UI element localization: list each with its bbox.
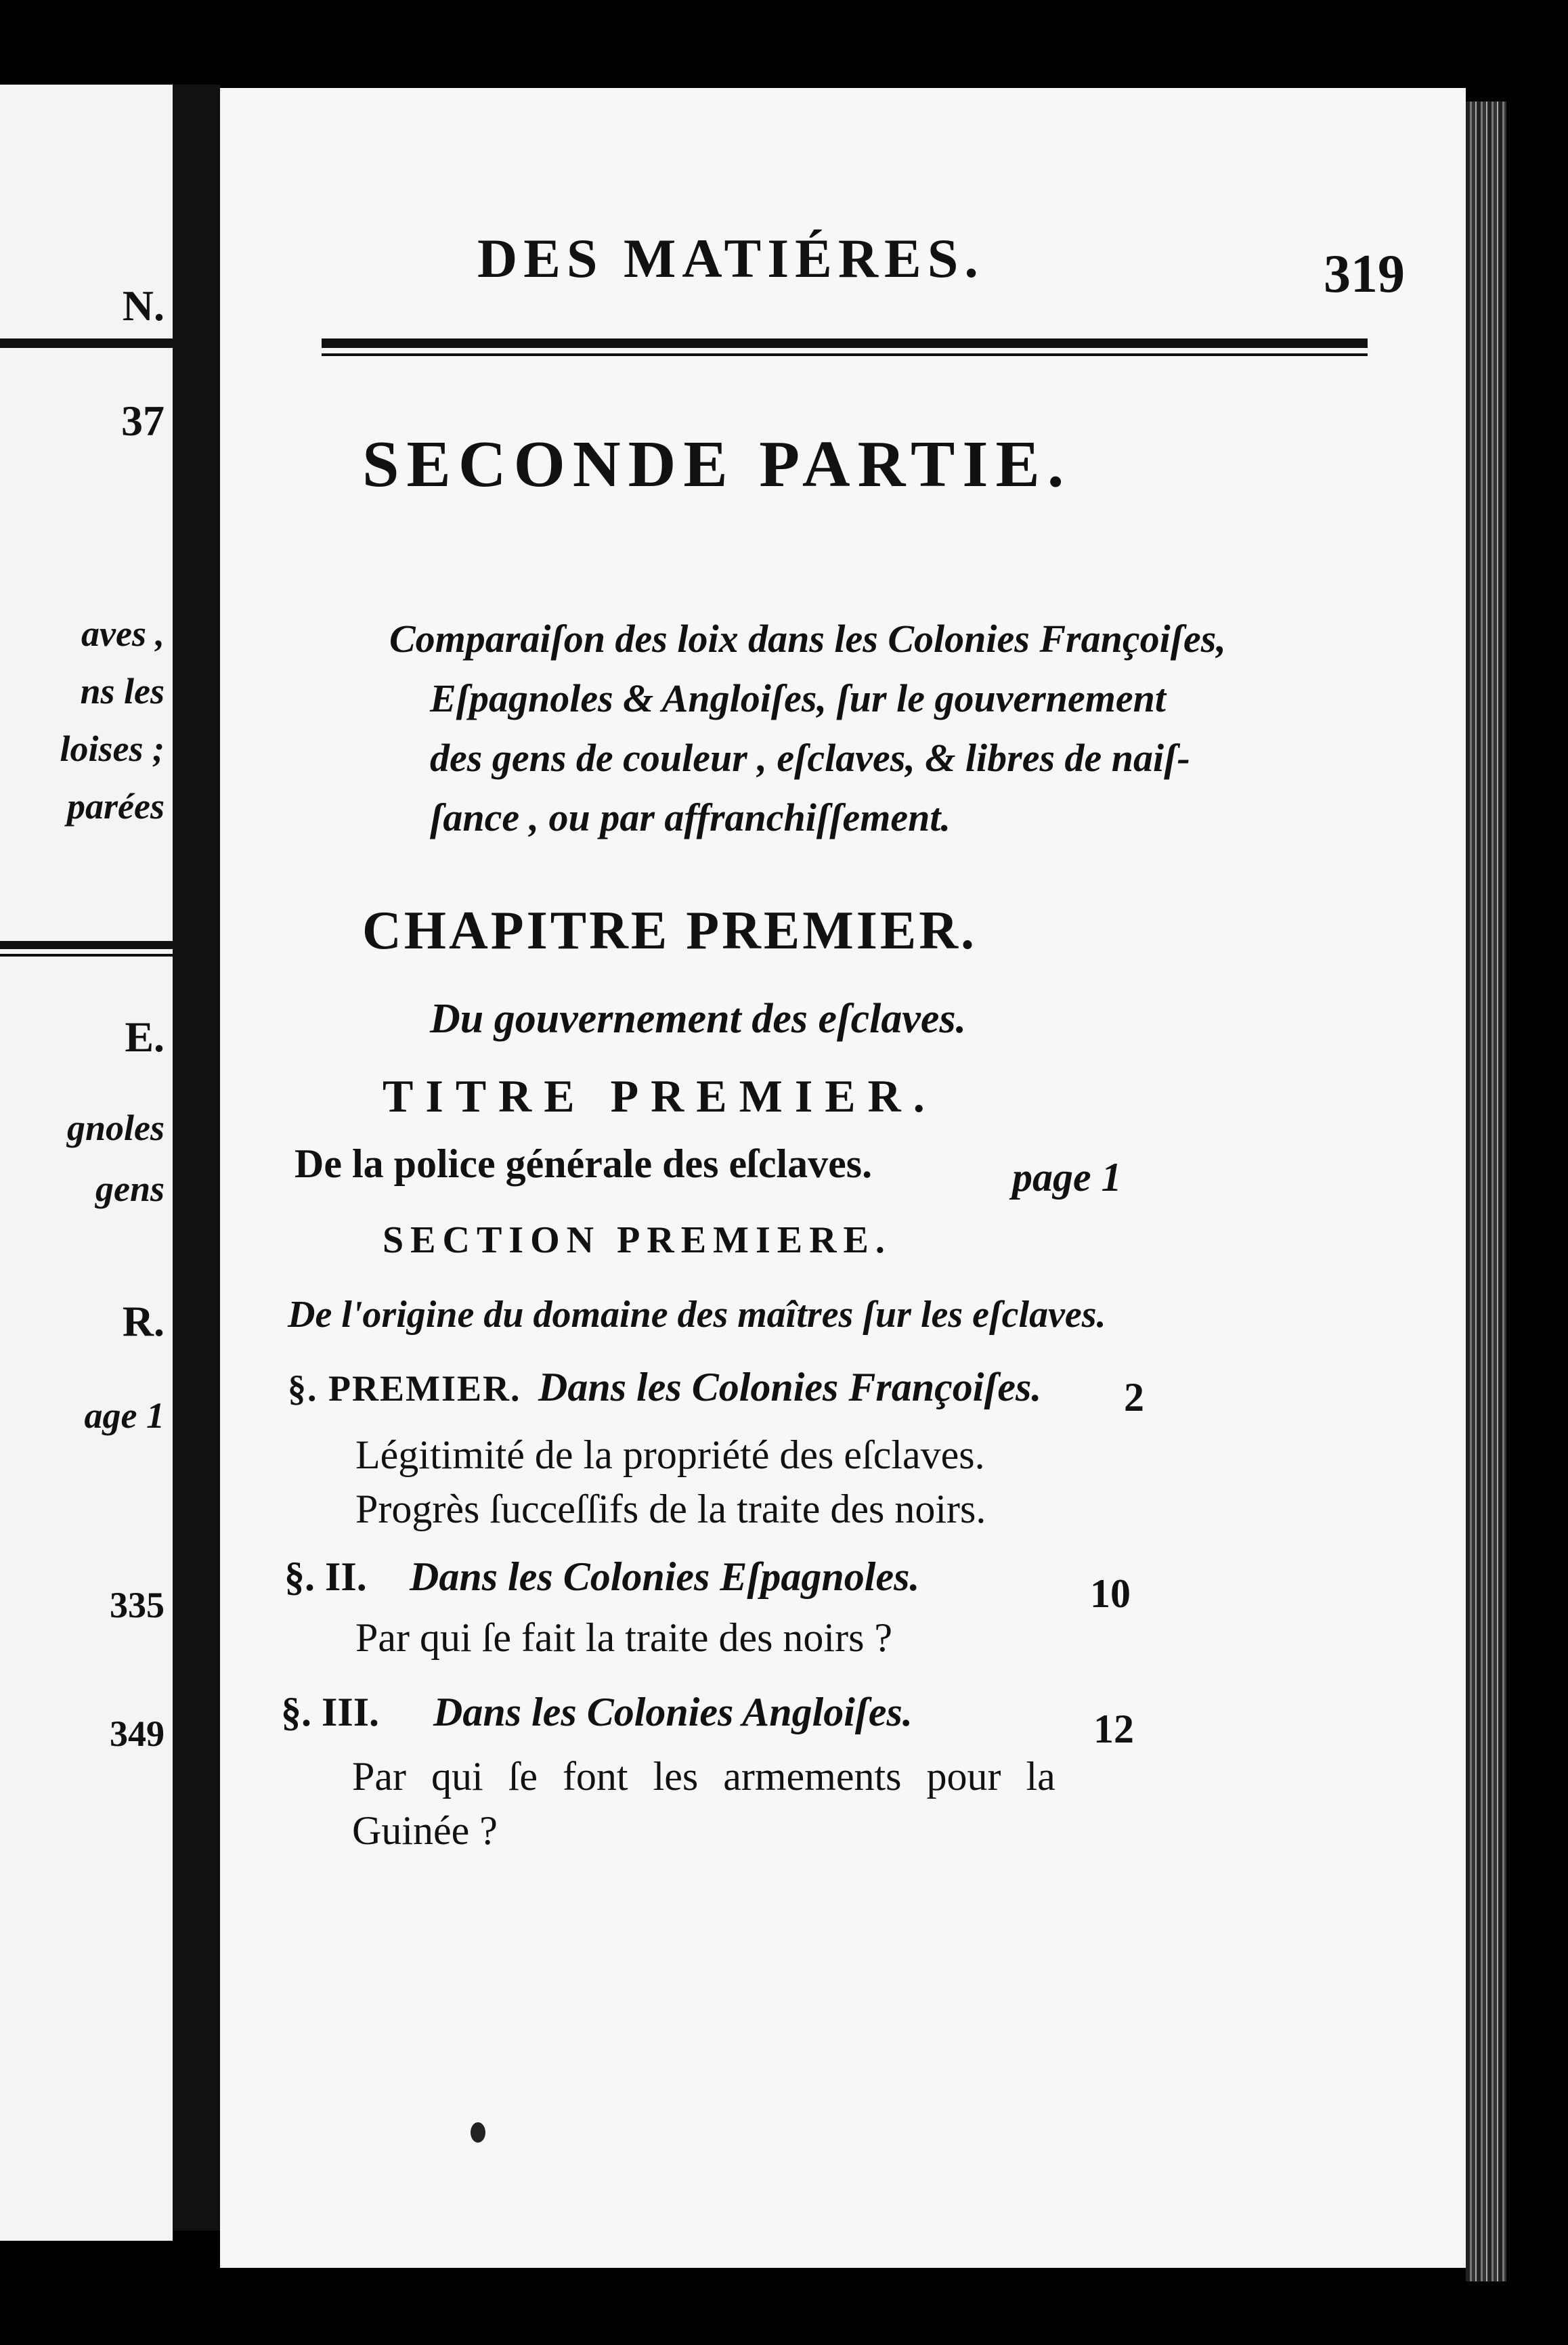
left-fragment: parées: [67, 786, 165, 827]
page-edge: [1466, 102, 1506, 2281]
paragraph-line: Guinée ?: [352, 1808, 498, 1853]
left-fragment: loises ;: [60, 728, 165, 769]
part-subtitle-line: Eſpagnoles & Angloiſes, ſur le gouvernement: [430, 676, 1166, 720]
paragraph-mark: §. III.: [281, 1690, 380, 1734]
paragraph-page: 12: [1093, 1707, 1134, 1751]
left-fragment: gens: [95, 1168, 165, 1209]
header-rule-thin: [322, 353, 1368, 356]
titre-heading: TITRE PREMIER.: [383, 1070, 937, 1122]
left-fragment: gnoles: [66, 1108, 165, 1148]
section-subtitle: De l'origine du domaine des maîtres ſur les eſclaves.: [288, 1294, 1106, 1336]
chapter-title: CHAPITRE PREMIER.: [362, 901, 978, 961]
left-fragment: 335: [110, 1585, 165, 1625]
paragraph-title: Dans les Colonies Eſpagnoles.: [410, 1554, 920, 1599]
left-facing-page: [0, 85, 173, 2241]
titre-entry: De la police générale des eſclaves.: [295, 1141, 873, 1186]
paragraph-title: Dans les Colonies Françoiſes.: [538, 1365, 1042, 1409]
paragraph-title: Dans les Colonies Angloiſes.: [433, 1690, 913, 1734]
paragraph-line: Légitimité de la propriété des eſclaves.: [355, 1432, 985, 1477]
paragraph-line: Progrès ſucceſſifs de la traite des noirs.: [355, 1487, 986, 1531]
part-subtitle: [308, 609, 1391, 848]
paragraph-line: Par qui ſe fait la traite des noirs ?: [355, 1615, 893, 1660]
left-fragment: 37: [121, 397, 165, 445]
left-fragment: 349: [110, 1713, 165, 1754]
left-fragment: N.: [122, 282, 165, 330]
chapter-subtitle: Du gouvernement des eſclaves.: [430, 996, 967, 1042]
paragraph-page: 10: [1090, 1571, 1131, 1616]
titre-page: page 1: [1012, 1155, 1122, 1200]
running-head: DES MATIÉRES.: [477, 227, 984, 289]
left-fragment: aves ,: [81, 613, 165, 654]
left-fragment: R.: [122, 1297, 165, 1345]
paragraph-mark: §. II.: [284, 1554, 367, 1599]
left-rule: [0, 954, 173, 957]
left-rule: [0, 338, 173, 348]
left-fragment: ns les: [80, 671, 165, 711]
left-fragment: age 1: [84, 1395, 165, 1436]
header-rule-thick: [322, 338, 1368, 348]
section-heading: SECTION PREMIERE.: [383, 1219, 892, 1261]
paragraph-page: 2: [1124, 1375, 1144, 1420]
part-subtitle-line: ſance , ou par affranchiſſement.: [430, 795, 951, 839]
left-rule: [0, 941, 173, 949]
part-subtitle-line: Comparaiſon des loix dans les Colonies Françoiſes,: [389, 617, 1226, 661]
part-title: SECONDE PARTIE.: [362, 428, 1072, 501]
book-gutter: [173, 85, 220, 2231]
page-number: 319: [1324, 244, 1405, 304]
ink-speck: [471, 2122, 485, 2143]
paragraph-line: Par qui ſe font les armements pour la: [352, 1754, 1055, 1799]
main-page: [220, 88, 1466, 2268]
part-subtitle-line: des gens de couleur , eſclaves, & libres de naiſ-: [430, 736, 1190, 780]
paragraph-mark: §. PREMIER.: [288, 1368, 521, 1409]
left-fragment: E.: [125, 1013, 165, 1061]
